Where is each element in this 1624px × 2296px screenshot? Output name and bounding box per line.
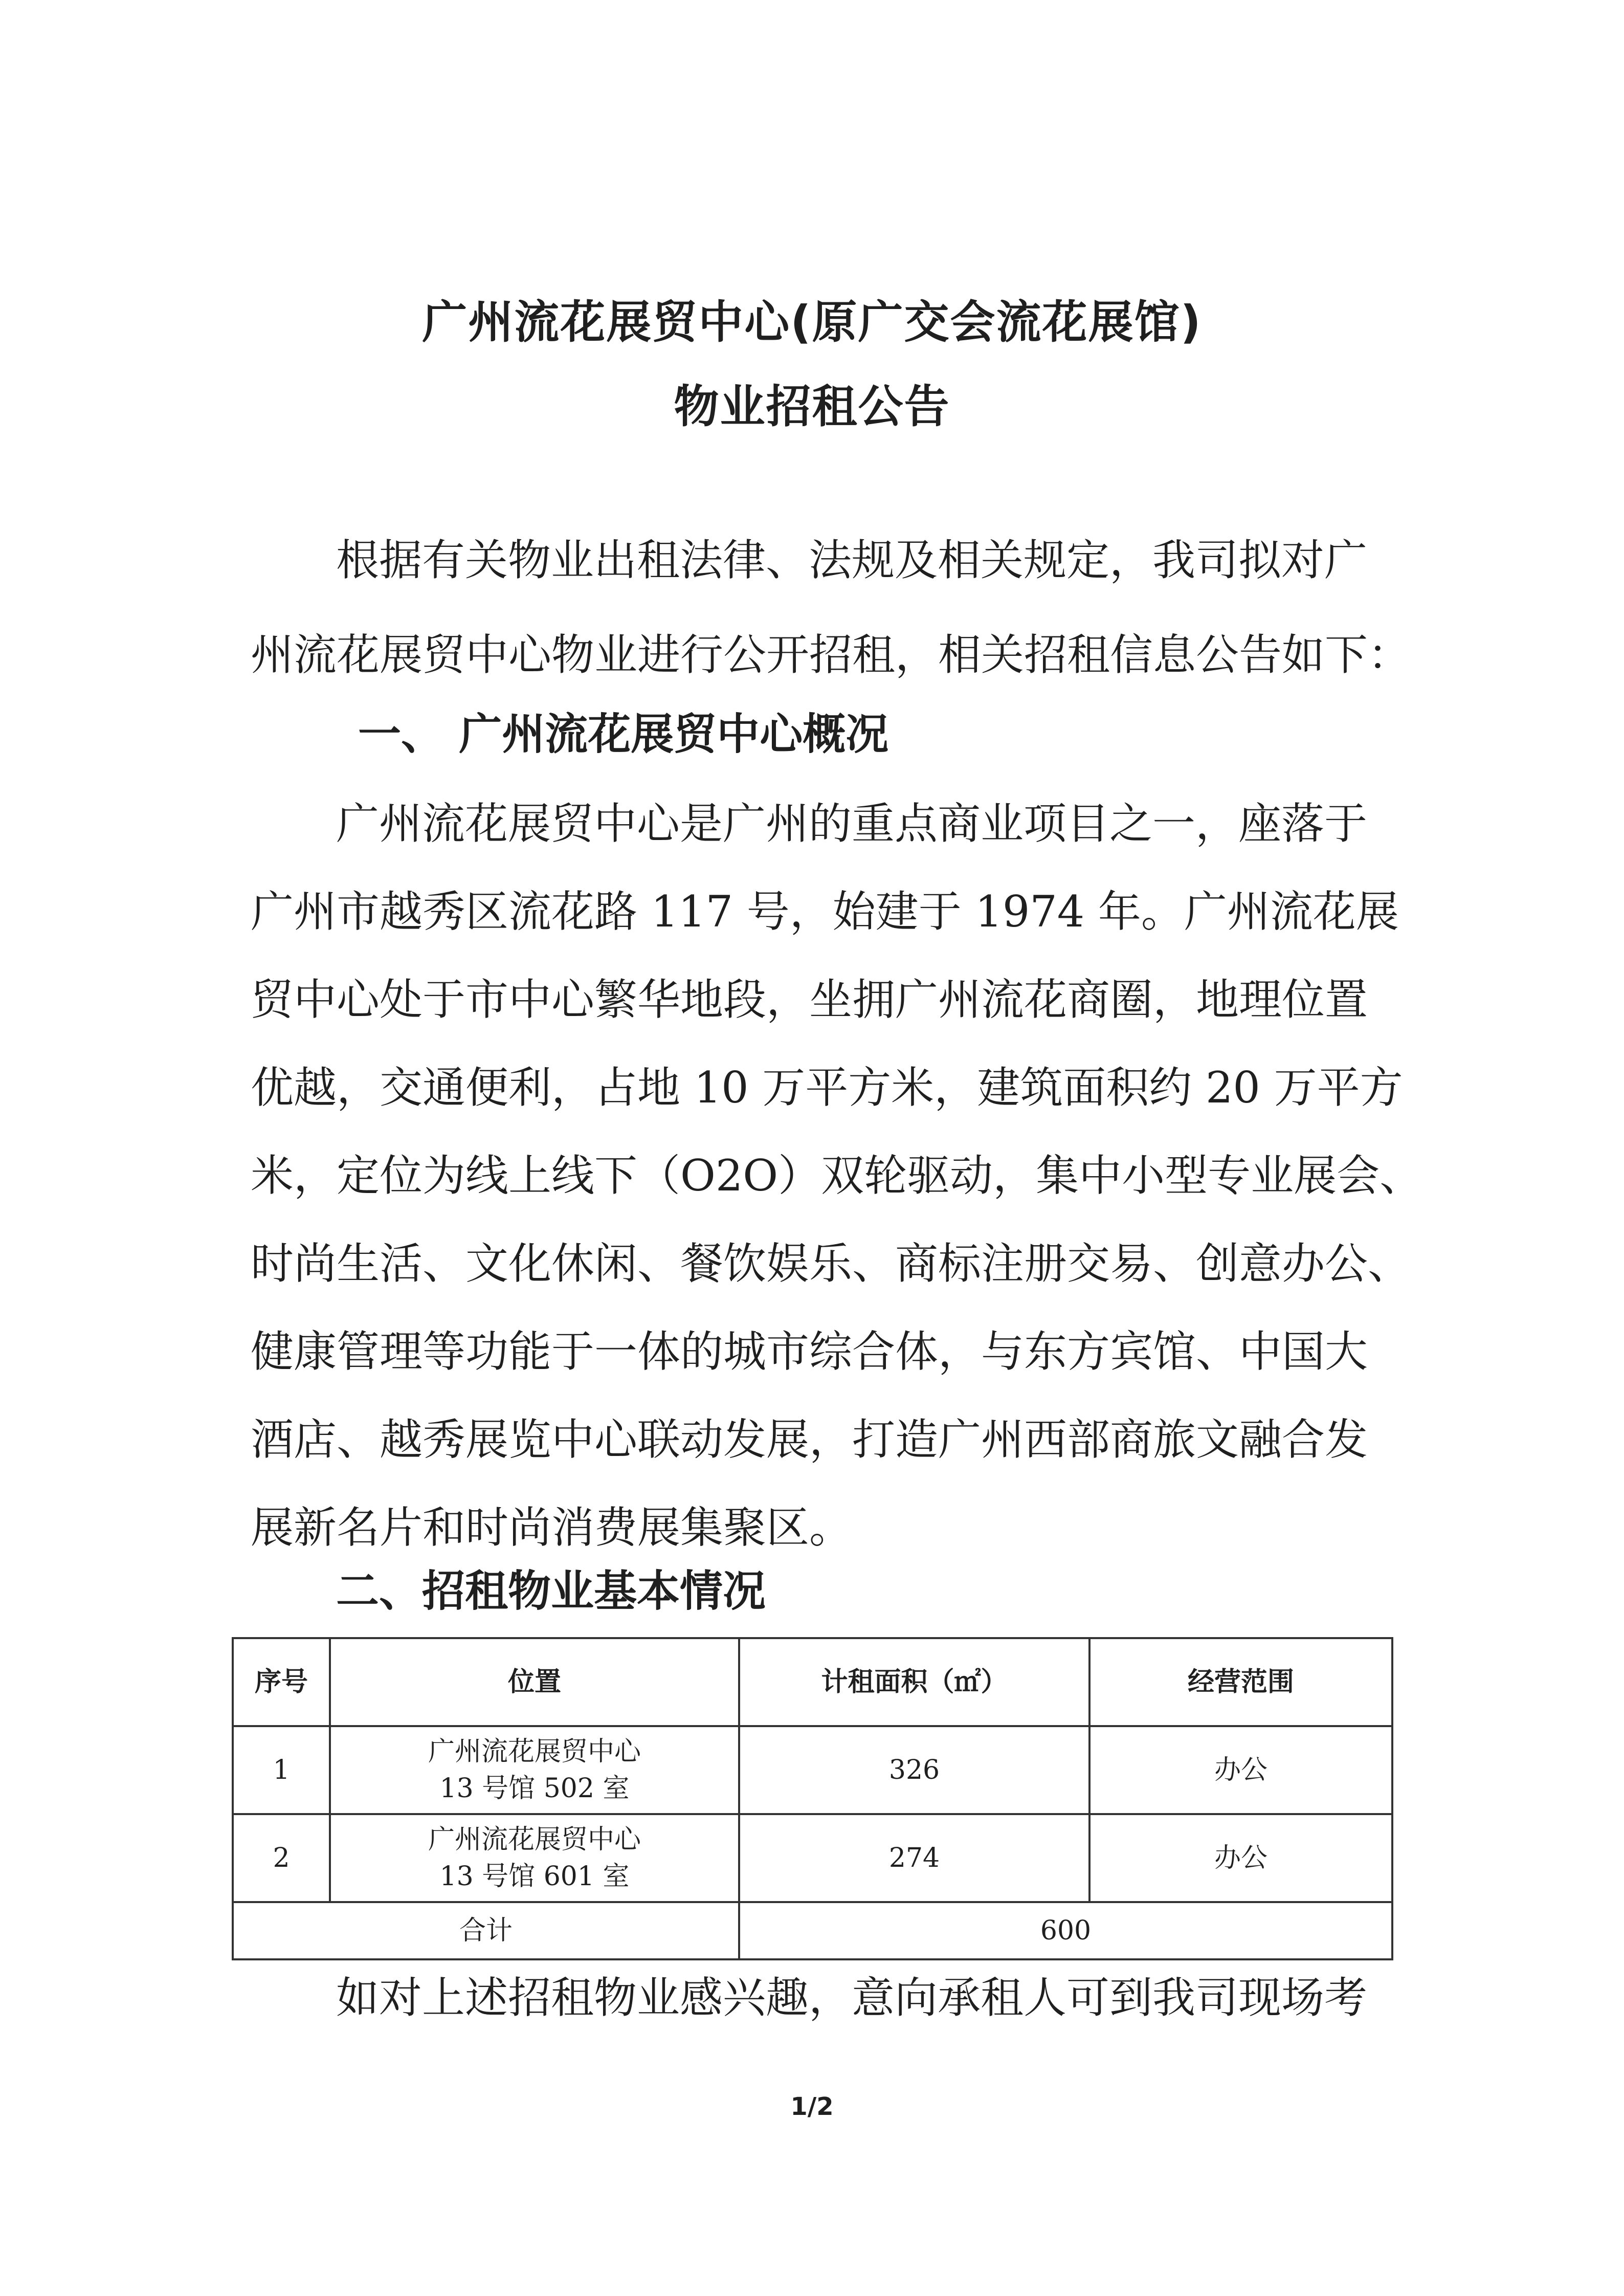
page-number: 1/2 (790, 2092, 834, 2121)
intro-line-2: 州流花展贸中心物业进行公开招租，相关招租信息公告如下： (251, 630, 1411, 680)
location-line-2: 13 号馆 601 室 (439, 1861, 630, 1892)
location-line-1: 广州流花展贸中心 (428, 1736, 641, 1767)
section-1-line: 时尚生活、文化休闲、餐饮娱乐、商标注册交易、创意办公、 (251, 1239, 1411, 1289)
section-1-heading: 一、 广州流花展贸中心概况 (358, 709, 889, 759)
header-area: 计租面积（㎡） (739, 1638, 1089, 1726)
cell-scope: 办公 (1089, 1814, 1392, 1902)
closing-line: 如对上述招租物业感兴趣，意向承租人可到我司现场考 (336, 1973, 1368, 2023)
total-value: 600 (739, 1902, 1392, 1959)
property-table (232, 1637, 1393, 1960)
header-location: 位置 (330, 1638, 739, 1726)
section-1-line: 优越，交通便利，占地 10 万平方米，建筑面积约 20 万平方 (251, 1063, 1403, 1113)
cell-area: 326 (739, 1726, 1089, 1814)
section-1-line: 健康管理等功能于一体的城市综合体，与东方宾馆、中国大 (251, 1327, 1368, 1377)
section-1-line: 米，定位为线上线下（O2O）双轮驱动，集中小型专业展会、 (251, 1151, 1423, 1201)
section-1-line: 贸中心处于市中心繁华地段，坐拥广州流花商圈，地理位置 (251, 975, 1368, 1025)
table-row (233, 1814, 1392, 1902)
cell-location (330, 1726, 739, 1814)
cell-location (330, 1814, 739, 1902)
location-line-2: 13 号馆 502 室 (439, 1773, 630, 1804)
table-header-row (233, 1638, 1392, 1726)
section-1-line: 广州市越秀区流花路 117 号，始建于 1974 年。广州流花展 (251, 887, 1399, 937)
table-row (233, 1726, 1392, 1814)
header-no: 序号 (233, 1638, 330, 1726)
section-2-heading: 二、招租物业基本情况 (336, 1566, 766, 1616)
header-scope: 经营范围 (1089, 1638, 1392, 1726)
cell-no: 1 (233, 1726, 330, 1814)
location-line-1: 广州流花展贸中心 (428, 1824, 641, 1855)
document-title-line-1: 广州流花展贸中心(原广交会流花展馆) (422, 296, 1202, 348)
cell-scope: 办公 (1089, 1726, 1392, 1814)
section-1-line: 展新名片和时尚消费展集聚区。 (251, 1503, 853, 1553)
document-title-line-2: 物业招租公告 (674, 380, 950, 433)
section-1-line: 酒店、越秀展览中心联动发展，打造广州西部商旅文融合发 (251, 1415, 1368, 1465)
section-1-line: 广州流花展贸中心是广州的重点商业项目之一，座落于 (336, 799, 1368, 849)
intro-line-1: 根据有关物业出租法律、法规及相关规定，我司拟对广 (336, 535, 1368, 585)
cell-no: 2 (233, 1814, 330, 1902)
cell-area: 274 (739, 1814, 1089, 1902)
total-label: 合计 (233, 1902, 739, 1959)
table-total-row (233, 1902, 1392, 1959)
